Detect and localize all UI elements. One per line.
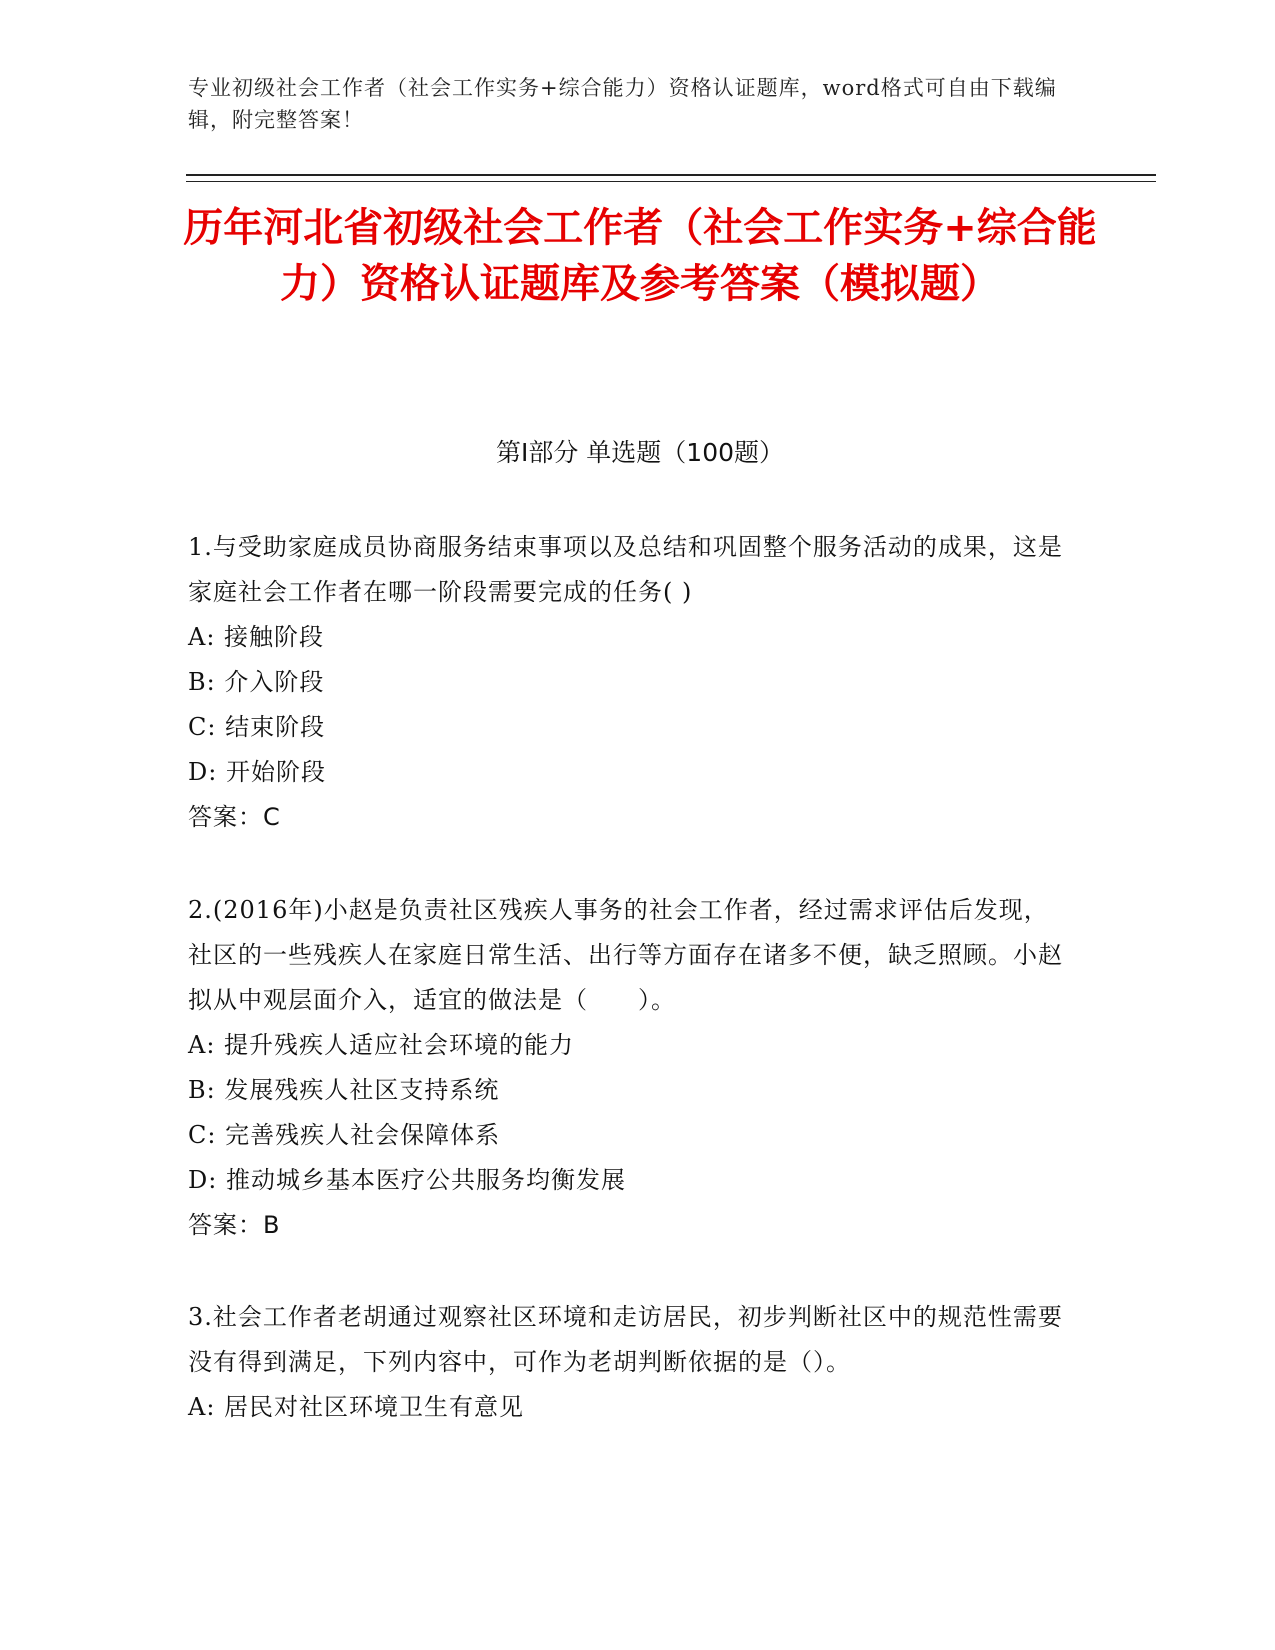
header-divider-thin — [186, 181, 1156, 182]
option-a: A: 接触阶段 — [188, 623, 325, 651]
question-stem: 3.社会工作者老胡通过观察社区环境和走访居民，初步判断社区中的规范性需要没有得到满足，下列内容中，可作为老胡判断依据的是（）。 — [188, 1303, 1063, 1376]
question-1 — [188, 525, 1068, 840]
header-note: 专业初级社会工作者（社会工作实务+综合能力）资格认证题库，word格式可自由下载编辑，附完整答案！ — [188, 76, 1057, 132]
question-stem: 1.与受助家庭成员协商服务结束事项以及总结和巩固整个服务活动的成果，这是家庭社会工作者在哪一阶段需要完成的任务( ) — [188, 533, 1063, 606]
option-a: A: 居民对社区环境卫生有意见 — [188, 1393, 525, 1421]
answer: 答案：B — [188, 1211, 281, 1239]
option-c: C: 完善残疾人社会保障体系 — [188, 1121, 501, 1149]
question-stem: 2.(2016年)小赵是负责社区残疾人事务的社会工作者，经过需求评估后发现，社区的一些残疾人在家庭日常生活、出行等方面存在诸多不便，缺乏照顾。小赵拟从中观层面介入，适宜的做法是（ ）。 — [188, 896, 1063, 1014]
option-d: D: 开始阶段 — [188, 758, 326, 786]
question-2 — [188, 888, 1068, 1248]
option-b: B: 发展残疾人社区支持系统 — [188, 1076, 500, 1104]
section-heading: 第Ⅰ部分 单选题（100题） — [495, 438, 785, 467]
header-divider — [186, 174, 1156, 176]
option-c: C: 结束阶段 — [188, 713, 326, 741]
document-title: 历年河北省初级社会工作者（社会工作实务+综合能力）资格认证题库及参考答案（模拟题） — [183, 205, 1097, 307]
option-d: D: 推动城乡基本医疗公共服务均衡发展 — [188, 1166, 626, 1194]
answer: 答案：C — [188, 803, 281, 831]
question-3 — [188, 1295, 1068, 1430]
option-a: A: 提升残疾人适应社会环境的能力 — [188, 1031, 575, 1059]
option-b: B: 介入阶段 — [188, 668, 325, 696]
